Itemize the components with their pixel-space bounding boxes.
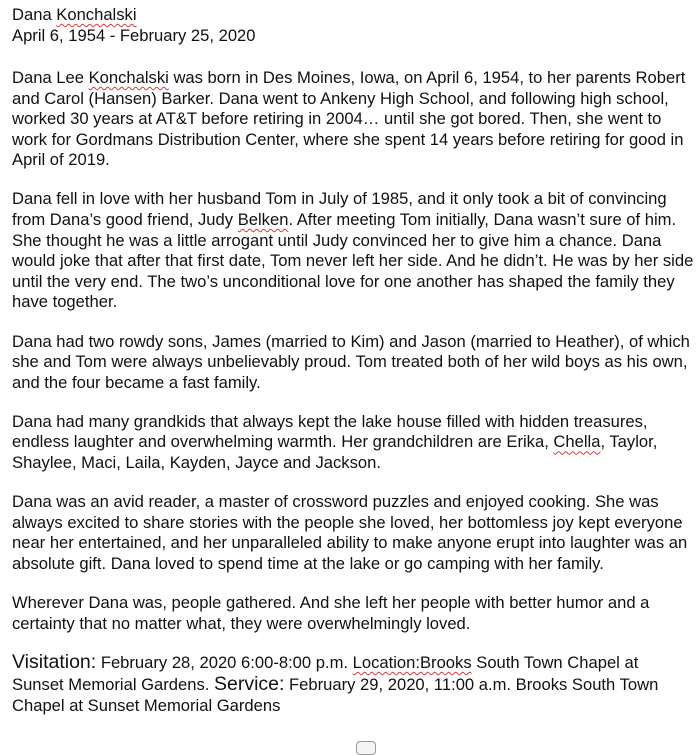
paragraph-grandchildren xyxy=(12,412,694,474)
paragraph-sons: Dana had two rowdy sons, James (married to Kim) and Jason (married to Heather), of which she and Tom were always unbelievably proud. Tom treated both of her wild boys as his own, and the four became a fast family. xyxy=(12,331,690,392)
para4-name-flagged: Chella xyxy=(553,432,601,452)
last-name-misspelling-flagged: Konchalski xyxy=(56,5,137,24)
para4-part-a: Dana had many grandkids that always kept the lake house filled with hidden treasures, endless laughter and overwhelming warmth. Her grandchildren are Erika, xyxy=(12,411,648,452)
para2-name-flagged: Belken xyxy=(237,210,289,230)
visitation-text: February 28, 2020 6:00-8:00 p.m. xyxy=(96,653,353,673)
obituary-document xyxy=(12,5,694,717)
paragraph-hobbies: Dana was an avid reader, a master of crossword puzzles and enjoyed cooking. She was always excited to share stories with the people she loved, her bottomless joy kept everyone near her entertained, and her unparalleled ability to make anyone erupt into laughter was an absolute gift. Dana loved to spend time at the lake or go camping with her family. xyxy=(12,492,688,573)
paragraph-early-life xyxy=(12,68,694,171)
location-text: South Town Chapel at Sunset Memorial Gardens. xyxy=(12,653,639,694)
para4-part-c: , Taylor, Shaylee, Maci, Laila, Kayden, Jayce and Jackson. xyxy=(12,432,658,472)
service-text: February 29, 2020, 11:00 a.m. Brooks South Town Chapel at Sunset Memorial Gardens xyxy=(12,674,659,716)
first-name: Dana xyxy=(12,5,57,24)
deceased-name xyxy=(12,5,694,26)
service-details xyxy=(12,652,694,717)
paragraph-marriage xyxy=(12,189,694,313)
para1-part-c: was born in Des Moines, Iowa, on April 6, 1954, to her parents Robert and Carol (Hansen) Barker. Dana went to Ankeny High School, and following high school, worked 30 years at AT&T before retiring in 2004… until she got bored. Then, she went to work for Gordmans Distribution Center, where she spent 14 years before retiring for good in April of 2019. xyxy=(12,68,686,170)
location-label-flagged: Location:Brooks xyxy=(352,653,472,673)
life-dates: April 6, 1954 - February 25, 2020 xyxy=(12,25,256,45)
para1-surname-flagged: Konchalski xyxy=(88,68,169,87)
para2-part-a: Dana fell in love with her husband Tom in July of 1985, and it only took a bit of convincing from Dana’s good friend, Judy xyxy=(12,189,667,230)
service-label: Service: xyxy=(213,672,285,695)
visitation-label: Visitation: xyxy=(12,651,97,674)
para2-part-c: . After meeting Tom initially, Dana wasn’t sure of him. She thought he was a little arrogant until Judy convinced her to give him a chance. Dana would joke that after that first date, Tom never left her side. And he didn’t. He was by her side until the very end. The two’s unconditional love for one another has shaped the family they have together. xyxy=(12,210,694,312)
paragraph-closing: Wherever Dana was, people gathered. And she left her people with better humor and a certainty that no matter what, they were overwhelmingly loved. xyxy=(12,592,650,633)
scroll-handle[interactable] xyxy=(356,741,376,755)
para1-part-a: Dana Lee xyxy=(12,68,89,87)
